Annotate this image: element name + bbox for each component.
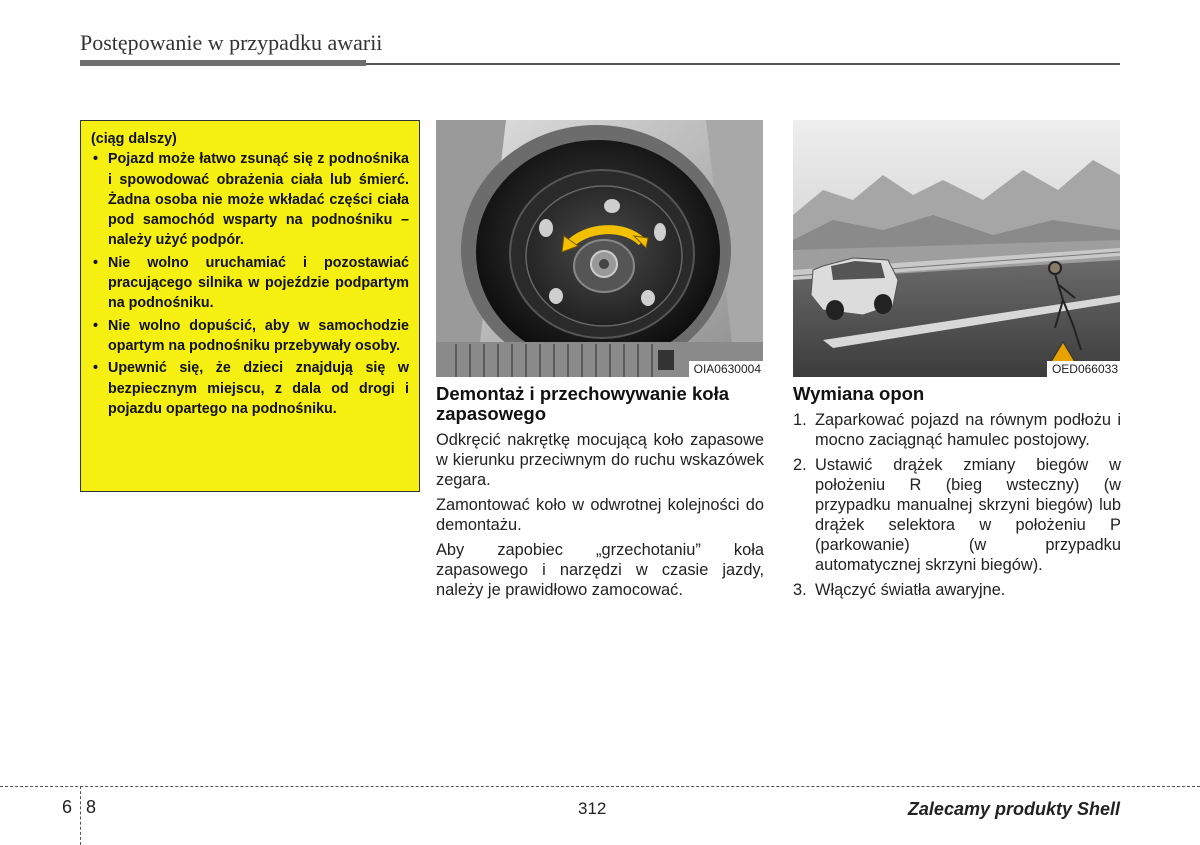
chapter-page-number: 8 xyxy=(86,797,97,817)
paragraph: Aby zapobiec „grzechotaniu” koła zapasowego i narzędzi w czasie jazdy, należy je prawidłowo zamocować. xyxy=(436,541,764,599)
warning-continued-label: (ciąg dalszy) xyxy=(91,131,177,147)
step-item xyxy=(793,580,1121,600)
page-header-title: Postępowanie w przypadku awarii xyxy=(80,30,383,55)
warning-box xyxy=(80,120,420,492)
section-heading: Wymiana opon xyxy=(793,383,925,404)
footer-vertical-divider xyxy=(80,786,81,845)
step-text: Ustawić drążek zmiany biegów w położeniu R (bieg wsteczny) (w przypadku manualnej skrzyni biegów) lub drążek selektora w położeniu P (parkowanie) (w przypadku automatycznej skrzyni biegów). xyxy=(815,456,1121,574)
step-number: 1. xyxy=(793,411,807,429)
spare-wheel-icon xyxy=(436,120,763,377)
step-item xyxy=(793,455,1121,575)
car-highway-icon xyxy=(793,120,1120,377)
warning-item: • Nie wolno dopuścić, aby w samochodzie opartym na podnośniku przebywały osoby. xyxy=(91,316,409,357)
header-rule-thin xyxy=(366,63,1120,65)
step-number: 2. xyxy=(793,456,807,474)
figure-code: OED066033 xyxy=(1047,361,1120,377)
warning-item: • Nie wolno uruchamiać i pozostawiać pracującego silnika w pojeździe podpartym na podnośniku. xyxy=(91,253,409,314)
step-number: 3. xyxy=(793,581,807,599)
paragraph: Zamontować koło w odwrotnej kolejności do demontażu. xyxy=(436,496,764,534)
spare-wheel-figure xyxy=(436,120,763,377)
tire-change-figure xyxy=(793,120,1120,377)
spare-wheel-section xyxy=(436,384,764,605)
chapter-number: 6 xyxy=(62,797,73,817)
paragraph: Odkręcić nakrętkę mocującą koło zapasowe w kierunku przeciwnym do ruchu wskazówek zegara. xyxy=(436,431,764,489)
page-number: 312 xyxy=(578,799,607,818)
step-item xyxy=(793,410,1121,450)
header-rule-thick xyxy=(80,60,366,66)
figure-code: OIA0630004 xyxy=(689,361,763,377)
footer-tagline: Zalecamy produkty Shell xyxy=(907,799,1120,819)
tire-change-section xyxy=(793,384,1121,605)
footer-divider xyxy=(0,786,1200,787)
warning-list xyxy=(91,149,409,419)
section-heading: Demontaż i przechowywanie koła zapasowego xyxy=(436,383,729,424)
step-text: Zaparkować pojazd na równym podłożu i mocno zaciągnąć hamulec postojowy. xyxy=(815,411,1121,449)
warning-item: • Upewnić się, że dzieci znajdują się w bezpiecznym miejscu, z dala od drogi i pojazdu opartego na podnośniku. xyxy=(91,358,409,419)
warning-item: • Pojazd może łatwo zsunąć się z podnośnika i spowodować obrażenia ciała lub śmierć. Żadna osoba nie może wkładać części ciała pod samochód wsparty na podnośniku – należy użyć podpór. xyxy=(91,149,409,250)
steps-list xyxy=(793,410,1121,600)
step-text: Włączyć światła awaryjne. xyxy=(815,581,1006,599)
